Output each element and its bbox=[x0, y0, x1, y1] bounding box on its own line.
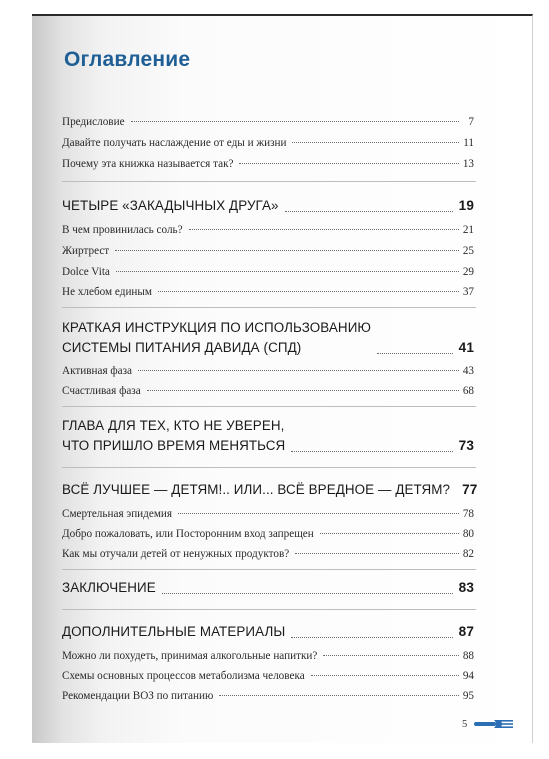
leader-dots bbox=[116, 271, 459, 272]
toc-entry[interactable] bbox=[62, 548, 474, 560]
entry-label: Почему эта книжка называется так? bbox=[62, 158, 234, 170]
page-number: 5 bbox=[462, 719, 468, 730]
entry-label: Можно ли похудеть, принимая алкогольные напитки? bbox=[62, 650, 318, 662]
toc-entry[interactable] bbox=[62, 116, 474, 128]
leader-dots bbox=[377, 353, 453, 354]
entry-page: 94 bbox=[462, 670, 474, 682]
leader-dots bbox=[285, 211, 453, 212]
entry-label: Dolce Vita bbox=[62, 266, 110, 278]
leader-dots bbox=[115, 250, 459, 251]
entry-page: 25 bbox=[462, 245, 474, 257]
leader-dots bbox=[138, 370, 459, 371]
entry-label: Схемы основных процессов метаболизма человека bbox=[62, 670, 305, 682]
entry-page: 68 bbox=[462, 385, 474, 397]
chapter-title-line: ВСЁ ЛУЧШЕЕ — ДЕТЯМ!.. ИЛИ... ВСЁ ВРЕДНОЕ — ДЕТЯМ? bbox=[62, 482, 451, 497]
leader-dots bbox=[320, 533, 459, 534]
section-divider bbox=[62, 181, 476, 182]
chapter-heading[interactable] bbox=[62, 578, 474, 598]
leader-dots bbox=[131, 121, 459, 122]
section-divider bbox=[62, 406, 476, 407]
toc-entry[interactable] bbox=[62, 245, 474, 257]
entry-label: Добро пожаловать, или Посторонним вход запрещен bbox=[62, 528, 314, 540]
leader-dots bbox=[291, 637, 452, 638]
leader-dots bbox=[158, 291, 459, 292]
entry-page: 95 bbox=[462, 690, 474, 702]
leader-dots bbox=[323, 655, 459, 656]
leader-dots bbox=[162, 593, 453, 594]
chapter-heading[interactable] bbox=[62, 622, 474, 642]
leader-dots bbox=[147, 390, 459, 391]
toc-entry[interactable] bbox=[62, 286, 474, 298]
chapter-page: 87 bbox=[458, 624, 474, 639]
toc-entry[interactable] bbox=[62, 690, 474, 702]
chapter-heading[interactable] bbox=[62, 196, 474, 216]
section-divider bbox=[62, 609, 476, 610]
leader-dots bbox=[178, 513, 459, 514]
entry-page: 43 bbox=[462, 365, 474, 377]
chapter-page: 19 bbox=[458, 198, 474, 213]
chapter-title-line: ЗАКЛЮЧЕНИЕ bbox=[62, 580, 156, 595]
entry-label: Активная фаза bbox=[62, 365, 133, 377]
toc-entry[interactable] bbox=[62, 650, 474, 662]
chapter-title-line: ДОПОЛНИТЕЛЬНЫЕ МАТЕРИАЛЫ bbox=[62, 624, 286, 639]
chapter-title-line: СИСТЕМЫ ПИТАНИЯ ДАВИДА (СПД) bbox=[62, 340, 302, 355]
section-divider bbox=[62, 569, 476, 570]
entry-label: Как мы отучали детей от ненужных продуктов? bbox=[62, 548, 290, 560]
chapter-heading[interactable] bbox=[62, 480, 478, 500]
entry-label: Давайте получать наслаждение от еды и жизни bbox=[62, 137, 287, 149]
entry-page: 88 bbox=[462, 650, 474, 662]
leader-dots bbox=[292, 142, 459, 143]
entry-label: Смертельная эпидемия bbox=[62, 508, 173, 520]
leader-dots bbox=[189, 229, 459, 230]
toc-entry[interactable] bbox=[62, 528, 474, 540]
entry-page: 37 bbox=[462, 286, 474, 298]
chapter-title-line: ЧТО ПРИШЛО ВРЕМЯ МЕНЯТЬСЯ bbox=[62, 438, 286, 453]
entry-label: Жиртрест bbox=[62, 245, 110, 257]
chapter-page: 73 bbox=[458, 438, 474, 453]
fork-icon bbox=[474, 717, 514, 736]
entry-label: Счастливая фаза bbox=[62, 385, 141, 397]
section-divider bbox=[62, 307, 476, 308]
leader-dots bbox=[311, 675, 459, 676]
entry-page: 11 bbox=[463, 137, 474, 149]
toc-entry[interactable] bbox=[62, 508, 474, 520]
toc-entry[interactable] bbox=[62, 385, 474, 397]
entry-page: 80 bbox=[462, 528, 474, 540]
entry-page: 82 bbox=[462, 548, 474, 560]
entry-page: 21 bbox=[462, 224, 474, 236]
entry-page: 29 bbox=[462, 266, 474, 278]
toc-entry[interactable] bbox=[62, 365, 474, 377]
leader-dots bbox=[295, 553, 459, 554]
chapter-title-line: ЧЕТЫРЕ «ЗАКАДЫЧНЫХ ДРУГА» bbox=[62, 198, 279, 213]
toc-entry[interactable] bbox=[62, 137, 474, 149]
entry-page: 7 bbox=[468, 116, 474, 128]
toc-title: Оглавление bbox=[64, 48, 191, 71]
entry-page: 13 bbox=[462, 158, 474, 170]
toc-entry[interactable] bbox=[62, 266, 474, 278]
toc-entry[interactable] bbox=[62, 158, 474, 170]
toc-entry[interactable] bbox=[62, 670, 474, 682]
leader-dots bbox=[239, 163, 459, 164]
entry-label: В чем провинилась соль? bbox=[62, 224, 183, 236]
chapter-page: 77 bbox=[462, 482, 478, 497]
entry-label: Рекомендации ВОЗ по питанию bbox=[62, 690, 214, 702]
chapter-heading[interactable] bbox=[62, 416, 474, 456]
chapter-title-line: КРАТКАЯ ИНСТРУКЦИЯ ПО ИСПОЛЬЗОВАНИЮ bbox=[62, 320, 372, 335]
entry-label: Предисловие bbox=[62, 116, 125, 128]
entry-page: 78 bbox=[462, 508, 474, 520]
chapter-heading[interactable] bbox=[62, 318, 474, 358]
leader-dots bbox=[291, 451, 452, 452]
section-divider bbox=[62, 467, 476, 468]
leader-dots bbox=[219, 695, 459, 696]
chapter-page: 41 bbox=[458, 340, 474, 355]
toc-entry[interactable] bbox=[62, 224, 474, 236]
chapter-page: 83 bbox=[458, 580, 474, 595]
chapter-title-line: ГЛАВА ДЛЯ ТЕХ, КТО НЕ УВЕРЕН, bbox=[62, 418, 285, 433]
entry-label: Не хлебом единым bbox=[62, 286, 153, 298]
